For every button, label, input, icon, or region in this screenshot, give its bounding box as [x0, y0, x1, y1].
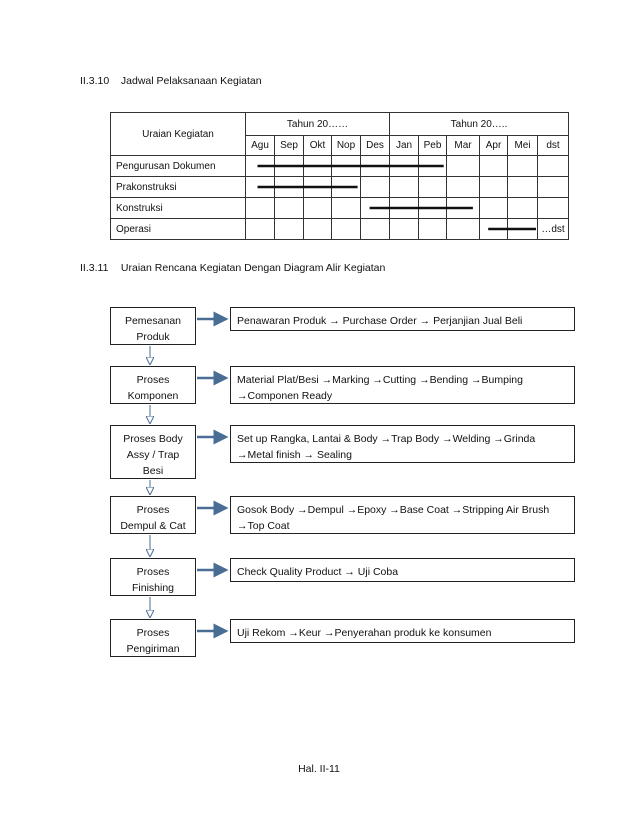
month-header: Agu: [246, 136, 275, 156]
section-heading-flow: [80, 262, 385, 274]
description-text: Material Plat/Besi →Marking →Cutting →Bending →Bumping: [237, 374, 523, 386]
process-label: Komponen: [127, 390, 179, 402]
activity-note: [538, 198, 569, 219]
table-row: [111, 219, 569, 240]
process-label: Pemesanan: [124, 315, 182, 327]
table-row: [111, 156, 569, 177]
activity-label: Pengurusan Dokumen: [111, 156, 246, 177]
month-header: dst: [538, 136, 569, 156]
description-text: →Top Coat: [237, 520, 290, 532]
month-header: Mar: [447, 136, 480, 156]
activity-label: Operasi: [111, 219, 246, 240]
process-box: [110, 307, 196, 345]
table-row: [111, 177, 569, 198]
month-header: Des: [361, 136, 390, 156]
description-text: Uji Rekom →Keur →Penyerahan produk ke konsumen: [237, 627, 492, 639]
description-text: →Metal finish → Sealing: [237, 449, 352, 461]
process-box: [110, 366, 196, 404]
month-header: Jan: [390, 136, 419, 156]
process-label: Pengiriman: [126, 643, 180, 655]
activity-label: Konstruksi: [111, 198, 246, 219]
page-number: Hal. II-11: [298, 763, 340, 775]
description-text: Penawaran Produk → Purchase Order → Perjanjian Jual Beli: [237, 315, 523, 327]
process-label: Proses: [136, 627, 170, 639]
process-box: [110, 619, 196, 657]
month-header: Mei: [508, 136, 538, 156]
activity-header: Uraian Kegiatan: [111, 113, 246, 156]
process-label: Proses Body: [123, 433, 183, 445]
table-row: [111, 198, 569, 219]
year-header-1: Tahun 20……: [246, 113, 390, 136]
section-title: Jadwal Pelaksanaan Kegiatan: [120, 75, 262, 87]
schedule-table: [110, 112, 569, 240]
process-label: Besi: [142, 465, 164, 477]
process-label: Proses: [136, 504, 170, 516]
section-number: II.3.11: [80, 262, 109, 274]
process-box: [110, 558, 196, 596]
section-heading-schedule: [80, 75, 262, 87]
description-box: [230, 496, 575, 534]
description-box: [230, 366, 575, 404]
process-label: Proses: [136, 374, 170, 386]
process-box: [110, 425, 196, 479]
month-header: Apr: [480, 136, 508, 156]
activity-note: [538, 156, 569, 177]
description-text: Set up Rangka, Lantai & Body →Trap Body →Welding →Grinda: [237, 433, 536, 445]
description-box: [230, 558, 575, 582]
activity-note: …dst: [538, 219, 569, 240]
activity-label: Prakonstruksi: [111, 177, 246, 198]
description-box: [230, 307, 575, 331]
process-label: Assy / Trap: [126, 449, 180, 461]
description-text: Gosok Body →Dempul →Epoxy →Base Coat →Stripping Air Brush: [237, 504, 550, 516]
section-number: II.3.10: [80, 75, 110, 87]
activity-note: [538, 177, 569, 198]
section-title: Uraian Rencana Kegiatan Dengan Diagram Alir Kegiatan: [120, 262, 386, 274]
process-label: Dempul & Cat: [120, 520, 186, 532]
month-header: Okt: [304, 136, 332, 156]
month-header: Nop: [332, 136, 361, 156]
description-box: [230, 425, 575, 463]
process-label: Produk: [136, 331, 170, 343]
year-header-2: Tahun 20…..: [390, 113, 569, 136]
process-label: Proses: [136, 566, 170, 578]
month-header: Peb: [419, 136, 447, 156]
description-box: [230, 619, 575, 643]
process-box: [110, 496, 196, 534]
process-label: Finishing: [131, 582, 175, 594]
description-text: →Componen Ready: [237, 390, 333, 402]
month-header: Sep: [275, 136, 304, 156]
description-text: Check Quality Product → Uji Coba: [237, 566, 399, 578]
